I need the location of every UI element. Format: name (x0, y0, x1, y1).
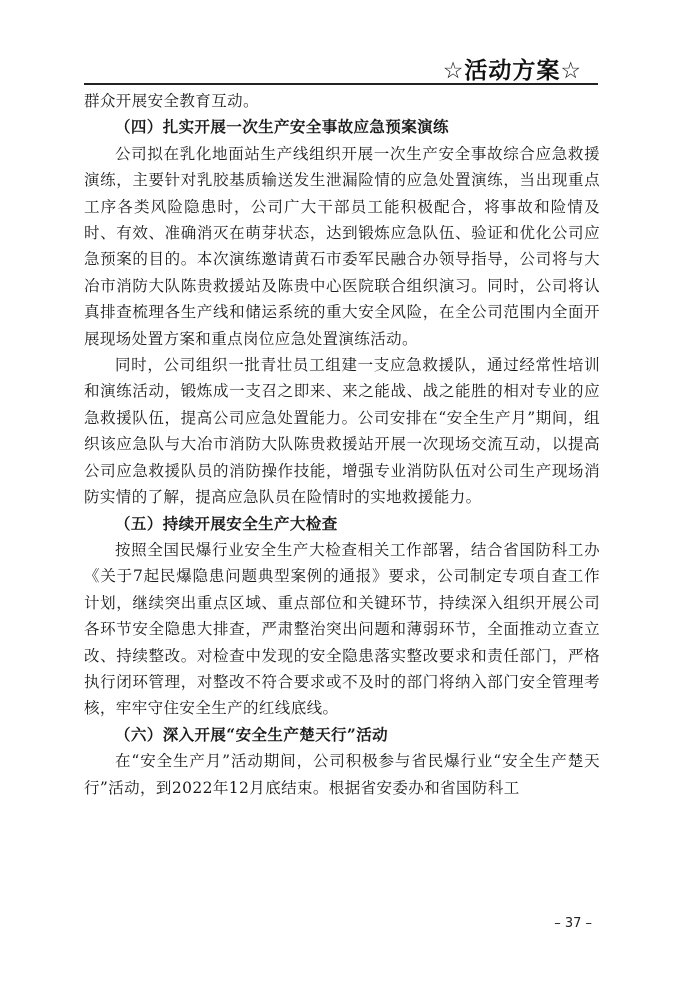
paragraph-continuation: 群众开展安全教育互动。 (84, 92, 259, 110)
paragraph-campaign: 在“安全生产月”活动期间，公司积极参与省民爆行业“安全生产楚天行”活动，到2022年12月底结束。根据省安委办和省国防科工 (84, 752, 600, 797)
section-heading-5: （五）持续开展安全生产大检查 (115, 513, 338, 533)
section-heading-4: （四）扎实开展一次生产安全事故应急预案演练 (115, 117, 449, 137)
paragraph-drill-plan: 公司拟在乳化地面站生产线组织开展一次生产安全事故综合应急救援演练，主要针对乳胶基质输送发生泄漏险情的应急处置演练，当出现重点工序各类风险隐患时，公司广大干部员工能积极配合，将事故和险情及时、有效、准确消灭在萌芽状态，达到锻炼应急队伍、验证和优化公司应急预案的目的。本次演练邀请黄石市委军民融合办领导指导，公司将与大冶市消防大队陈贵救援站及陈贵中心医院联合组织演习。同时，公司将认真排查梳理各生产线和储运系统的重大安全风险，在全公司范围内全面开展现场处置方案和重点岗位应急处置演练活动。 (84, 144, 600, 348)
paragraph-inspection: 按照全国民爆行业安全生产大检查相关工作部署，结合省国防科工办《关于7起民爆隐患问题典型案例的通报》要求，公司制定专项自查工作计划，继续突出重点区域、重点部位和关键环节，持续深入组织开展公司各环节安全隐患大排查，严肃整治突出问题和薄弱环节，全面推动立查立改、持续整改。对检查中发现的安全隐患落实整改要求和责任部门，严格执行闭环管理，对整改不符合要求或不及时的部门将纳入部门安全管理考核，牢牢守住安全生产的红线底线。 (84, 540, 600, 718)
header-title: ☆活动方案☆ (442, 58, 582, 84)
header-divider (84, 83, 598, 85)
page-number: – 37 – (554, 916, 592, 931)
body-text (84, 88, 600, 801)
section-heading-6: （六）深入开展“安全生产楚天行”活动 (115, 724, 389, 744)
paragraph-rescue-team: 同时，公司组织一批青壮员工组建一支应急救援队，通过经常性培训和演练活动，锻炼成一支召之即来、来之能战、战之能胜的相对专业的应急救援队伍，提高公司应急处置能力。公司安排在“安全生产月”期间，组织该应急队与大冶市消防大队陈贵救援站开展一次现场交流互动，以提高公司应急救援队员的消防操作技能，增强专业消防队伍对公司生产现场消防实情的了解，提高应急队员在险情时的实地救援能力。 (84, 356, 600, 507)
